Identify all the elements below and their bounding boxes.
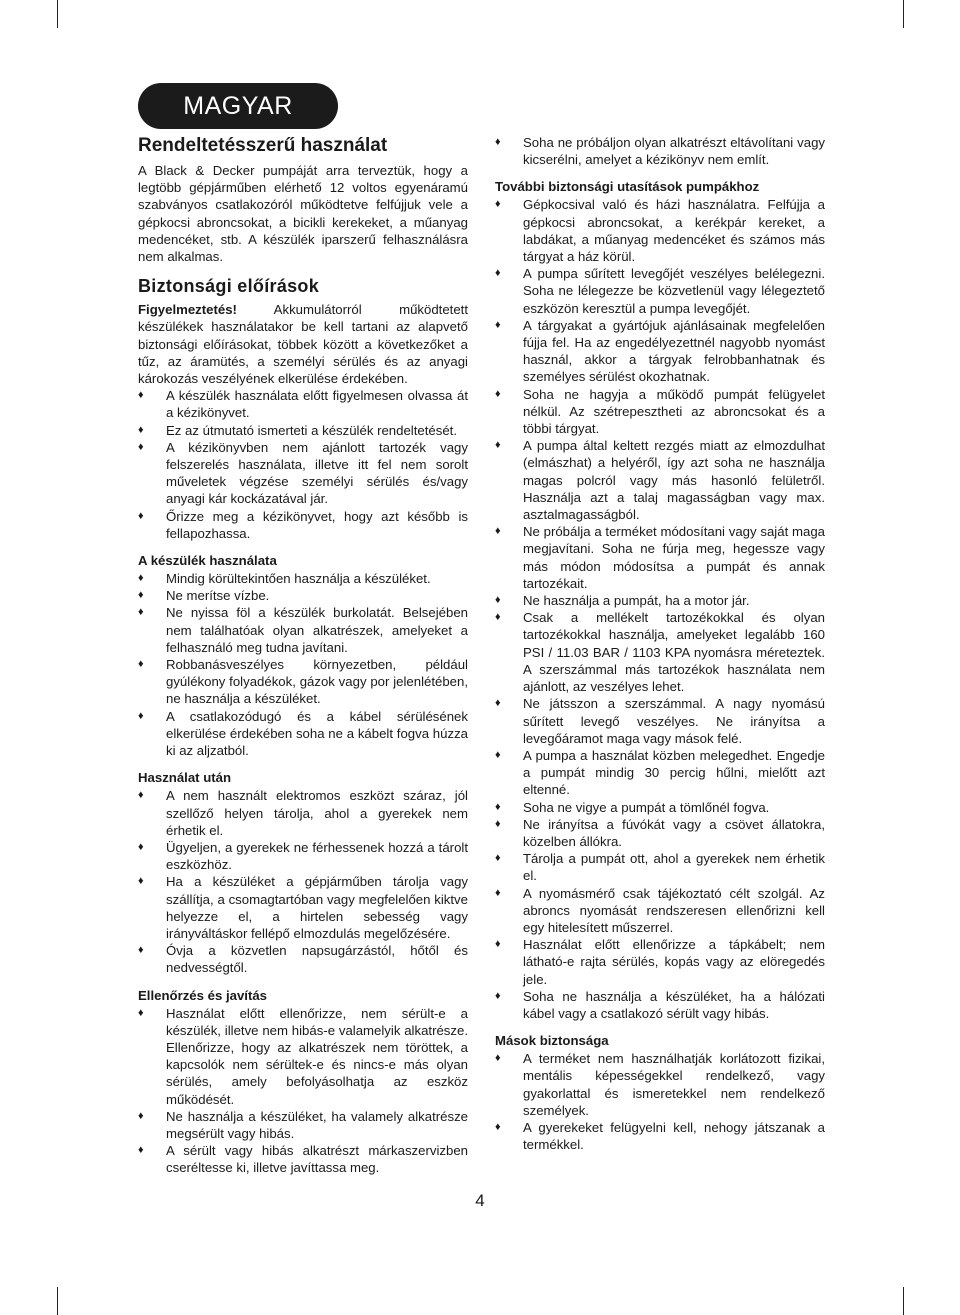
diamond-bullet-icon: ♦ bbox=[138, 606, 144, 619]
section-title-intended-use: Rendeltetésszerű használat bbox=[138, 135, 388, 156]
list-item-text: Soha ne használja a készüléket, ha a hálózati kábel vagy a csatlakozó sérült vagy hibás. bbox=[523, 988, 825, 1021]
list-item-text: Soha ne próbáljon olyan alkatrészt eltávolítani vagy kicserélni, amelyet a kézikönyv nem említ. bbox=[523, 135, 825, 168]
list-item bbox=[138, 604, 468, 656]
diamond-bullet-icon: ♦ bbox=[138, 875, 144, 888]
list-item bbox=[495, 609, 825, 695]
diamond-bullet-icon: ♦ bbox=[138, 840, 144, 853]
diamond-bullet-icon: ♦ bbox=[495, 817, 501, 830]
diamond-bullet-icon: ♦ bbox=[138, 1006, 144, 1019]
diamond-bullet-icon: ♦ bbox=[495, 1120, 501, 1133]
crop-mark bbox=[903, 0, 904, 28]
list-item-text: Őrizze meg a kézikönyvet, hogy azt később is fellapozhassa. bbox=[166, 508, 468, 541]
list-item bbox=[138, 708, 468, 760]
list-item-text: Tárolja a pumpát ott, ahol a gyerekek nem érhetik el. bbox=[523, 851, 825, 884]
list-item-text: Soha ne hagyja a működő pumpát felügyelet nélkül. Az szétrepesztheti az abroncsokat és a többi tárgyat. bbox=[523, 386, 825, 437]
warning-label: Figyelmeztetés! bbox=[138, 302, 237, 318]
list-item bbox=[495, 695, 825, 747]
list-item bbox=[495, 437, 825, 523]
intro-paragraph: A Black & Decker pumpáját arra terveztük, hogy a legtöbb gépjárműben elérhető 12 voltos egyenáramú szabványos csatlakozóról működtetve felfújjuk vele a gépkocsi abroncsokat, a bicikli kerekeket, a műanyag medencéket, stb. A készülék iparszerű felhasználásra nem alkalmas. bbox=[138, 163, 468, 265]
after-use-list bbox=[138, 787, 468, 976]
subsection-title-check-repair: Ellenőrzés és javítás bbox=[138, 987, 268, 1003]
list-item-text: Ne próbálja a terméket módosítani vagy saját maga megjavítani. Soha ne fúrja meg, hegesszе vagy más módon módosítsa a pumpát és annak tartozékait. bbox=[523, 524, 825, 591]
top-list bbox=[495, 134, 825, 168]
diamond-bullet-icon: ♦ bbox=[495, 611, 501, 624]
diamond-bullet-icon: ♦ bbox=[138, 389, 144, 402]
pump-safety-list bbox=[495, 196, 825, 1022]
language-badge: MAGYAR bbox=[138, 83, 338, 129]
list-item-text: Ne nyissa föl a készülék burkolatát. Belsejében nem találhatóak olyan alkatrészek, amelyeket a felhasználó meg tudna javítani. bbox=[166, 605, 468, 655]
diamond-bullet-icon: ♦ bbox=[495, 267, 501, 280]
subsection-title-others-safety: Mások biztonsága bbox=[495, 1033, 609, 1049]
list-item-text: A pumpa sűrített levegőjét veszélyes belélegezni. Soha ne lélegezze be közvetlenül vagy lélegeztető eszközön keresztül a pumpa levegőjét. bbox=[523, 266, 825, 316]
list-item bbox=[495, 386, 825, 438]
list-item-text: Ne használja a pumpát, ha a motor jár. bbox=[523, 593, 750, 609]
list-item bbox=[138, 1142, 468, 1176]
list-item-text: A gyerekeket felügyelni kell, nehogy játszanak a termékkel. bbox=[523, 1119, 825, 1153]
list-item bbox=[138, 439, 468, 508]
list-item-text: Ne merítse vízbe. bbox=[166, 588, 270, 604]
list-item-text: Ne irányítsa a fúvókát vagy a csövet állatokra, közelben állókra. bbox=[523, 816, 825, 849]
list-item-text: A pumpa a használat közben melegedhet. Engedje a pumpát mindig 30 percig hűlni, mielőtt azt eltenné. bbox=[523, 747, 825, 798]
list-item-text: Használat előtt ellenőrizze, nem sérült-e a készülék, illetve nem hibás-e valamelyik alkatrésze. Ellenőrizze, hogy az alkatrészek nem töröttek, a kapcsolók nem sérültek-e és nincs-e más olyan sérülés, amely befolyásolhatja az eszköz működését. bbox=[166, 1005, 468, 1107]
list-item-text: Ne játsszon a szerszámmal. A nagy nyomású sűrített levegő veszélyes. Ne irányítsa a levegőáramot maga vagy mások felé. bbox=[523, 696, 825, 746]
diamond-bullet-icon: ♦ bbox=[138, 944, 144, 957]
list-item bbox=[138, 839, 468, 873]
subsection-title-pump-safety: További biztonsági utasítások pumpákhoz bbox=[495, 179, 760, 195]
list-item bbox=[138, 656, 468, 708]
diamond-bullet-icon: ♦ bbox=[495, 525, 501, 538]
diamond-bullet-icon: ♦ bbox=[138, 1109, 144, 1122]
list-item-text: A pumpa által keltett rezgés miatt az elmozdulhat (elmászhat) a helyéről, így azt soha ne használja magas polcról vagy más hasonló felületről. Használja azt a talaj magasságban vagy max. asztalmagasságból. bbox=[523, 438, 825, 523]
diamond-bullet-icon: ♦ bbox=[495, 1052, 501, 1065]
list-item bbox=[138, 587, 468, 604]
diamond-bullet-icon: ♦ bbox=[138, 1144, 144, 1157]
others-safety-list bbox=[495, 1050, 825, 1153]
list-item-text: Gépkocsival való és házi használatra. Felfújja a gépkocsi abroncsokat, a kerékpár kereket, a labdákat, a műanyag medencéket és számos más tárgyat a ház körül. bbox=[523, 197, 825, 265]
list-item bbox=[495, 317, 825, 386]
list-item bbox=[495, 747, 825, 799]
diamond-bullet-icon: ♦ bbox=[495, 886, 501, 899]
list-item-text: Mindig körültekintően használja a készüléket. bbox=[166, 571, 431, 587]
diamond-bullet-icon: ♦ bbox=[495, 594, 501, 607]
list-item-text: A csatlakozódugó és a kábel sérülésének elkerülése érdekében soha ne a kábelt fogva húzza ki az aljzatból. bbox=[166, 708, 468, 759]
diamond-bullet-icon: ♦ bbox=[495, 439, 501, 452]
left-column bbox=[138, 134, 468, 1177]
list-item bbox=[495, 196, 825, 265]
list-item bbox=[138, 508, 468, 542]
list-item bbox=[138, 570, 468, 587]
list-item bbox=[138, 1005, 468, 1108]
diamond-bullet-icon: ♦ bbox=[138, 658, 144, 671]
page-number: 4 bbox=[475, 1191, 485, 1210]
list-item bbox=[495, 134, 825, 168]
diamond-bullet-icon: ♦ bbox=[495, 748, 501, 761]
list-item bbox=[495, 799, 825, 816]
diamond-bullet-icon: ♦ bbox=[138, 589, 144, 602]
diamond-bullet-icon: ♦ bbox=[495, 198, 501, 211]
list-item-text: Ne használja a készüléket, ha valamely alkatrésze megsérült vagy hibás. bbox=[166, 1108, 468, 1141]
list-item-text: A sérült vagy hibás alkatrészt márkaszervizben cseréltesse ki, illetve javíttassa meg. bbox=[166, 1143, 468, 1176]
diamond-bullet-icon: ♦ bbox=[138, 509, 144, 522]
list-item bbox=[495, 1119, 825, 1153]
list-item-text: Csak a mellékelt tartozékokkal és olyan tartozékokkal használja, amelyeket legalább 160 PSI / 11.03 BAR / 1103 KPA nyomásra méreteztek. A szerszámmal más tartozékok használata nem ajánlott, az veszélyes lehet. bbox=[523, 610, 825, 695]
list-item bbox=[495, 988, 825, 1022]
check-repair-list bbox=[138, 1005, 468, 1177]
diamond-bullet-icon: ♦ bbox=[495, 697, 501, 710]
diamond-bullet-icon: ♦ bbox=[138, 572, 144, 585]
list-item-text: Óvja a közvetlen napsugárzástól, hőtől és nedvességtől. bbox=[166, 943, 468, 976]
warning-paragraph bbox=[138, 301, 468, 387]
list-item-text: A nyomásmérő csak tájékoztató célt szolgál. Az abroncs nyomását rendszeresen ellenőrizni kell egy hitelesített műszerrel. bbox=[523, 885, 825, 935]
crop-mark bbox=[57, 1287, 58, 1315]
list-item-text: Ügyeljen, a gyerekek ne férhessenek hozzá a tárolt eszközhöz. bbox=[166, 839, 468, 873]
list-item bbox=[495, 885, 825, 937]
usage-list bbox=[138, 570, 468, 759]
diamond-bullet-icon: ♦ bbox=[138, 709, 144, 722]
subsection-title-usage: A készülék használata bbox=[138, 553, 277, 569]
list-item bbox=[138, 873, 468, 942]
diamond-bullet-icon: ♦ bbox=[495, 318, 501, 331]
crop-mark bbox=[57, 0, 58, 28]
list-item-text: A terméket nem használhatják korlátozott fizikai, mentális képességekkel rendelkező, vagy gyakorlattal és ismeretekkel nem rendelkező személyek. bbox=[523, 1051, 825, 1118]
list-item-text: Ez az útmutató ismerteti a készülék rendeltetését. bbox=[166, 422, 457, 438]
list-item bbox=[495, 523, 825, 592]
list-item-text: Robbanásveszélyes környezetben, például gyúlékony folyadékok, gázok vagy por jelenlétében, ne használja a készüléket. bbox=[166, 657, 468, 707]
list-item bbox=[138, 942, 468, 976]
diamond-bullet-icon: ♦ bbox=[495, 989, 501, 1002]
list-item-text: A nem használt elektromos eszközt száraz, jól szellőző helyen tárolja, ahol a gyerekek nem érhetik el. bbox=[166, 788, 468, 838]
section-title-safety: Biztonsági előírások bbox=[138, 276, 320, 297]
list-item bbox=[495, 850, 825, 884]
diamond-bullet-icon: ♦ bbox=[495, 852, 501, 865]
list-item bbox=[138, 1108, 468, 1142]
list-item-text: Ha a készüléket a gépjárműben tárolja vagy szállítja, a csomagtartóban vagy megfelelően kiktve helyezze el, a hirtelen sebesség vagy irányváltáskor fellépő elmozdulás megelőzésére. bbox=[166, 874, 468, 941]
list-item bbox=[138, 787, 468, 839]
list-item bbox=[138, 422, 468, 439]
crop-mark bbox=[903, 1287, 904, 1315]
general-safety-list bbox=[138, 387, 468, 542]
warning-text: Akkumulátorról működtetett készülékek használatakor be kell tartani az alapvető biztonsági előírásokat, többek között a következőket a tűz, az áramütés, a személyi sérülés és az anyagi károkozás veszélyének elkerülése érdekében. bbox=[138, 302, 468, 387]
list-item bbox=[495, 265, 825, 317]
list-item-text: A kézikönyvben nem ajánlott tartozék vagy felszerelés használata, illetve itt fel nem sorolt műveletek végzése személyi sérülés és/vagy anyagi kár kockázatával jár. bbox=[166, 439, 468, 507]
diamond-bullet-icon: ♦ bbox=[138, 789, 144, 802]
subsection-title-after-use: Használat után bbox=[138, 770, 232, 786]
diamond-bullet-icon: ♦ bbox=[495, 800, 501, 813]
list-item-text: Soha ne vigye a pumpát a tömlőnél fogva. bbox=[523, 799, 770, 815]
list-item bbox=[138, 387, 468, 421]
list-item-text: A készülék használata előtt figyelmesen olvassa át a kézikönyvet. bbox=[166, 388, 468, 421]
list-item bbox=[495, 816, 825, 850]
list-item bbox=[495, 936, 825, 988]
diamond-bullet-icon: ♦ bbox=[495, 938, 501, 951]
right-column bbox=[495, 134, 825, 1153]
diamond-bullet-icon: ♦ bbox=[495, 387, 501, 400]
list-item bbox=[495, 1050, 825, 1119]
diamond-bullet-icon: ♦ bbox=[138, 440, 144, 453]
list-item bbox=[495, 592, 825, 609]
list-item-text: A tárgyakat a gyártójuk ajánlásainak megfelelően fújja fel. Ha az engedélyezettnél nagyobb nyomást használ, akkor a tárgyak felrobbanhatnak és személyes sérülést okozhatnak. bbox=[523, 317, 825, 385]
diamond-bullet-icon: ♦ bbox=[138, 423, 144, 436]
diamond-bullet-icon: ♦ bbox=[495, 136, 501, 148]
list-item-text: Használat előtt ellenőrizze a tápkábelt; nem látható-e rajta sérülés, kopás vagy az elöregedés jele. bbox=[523, 937, 825, 987]
